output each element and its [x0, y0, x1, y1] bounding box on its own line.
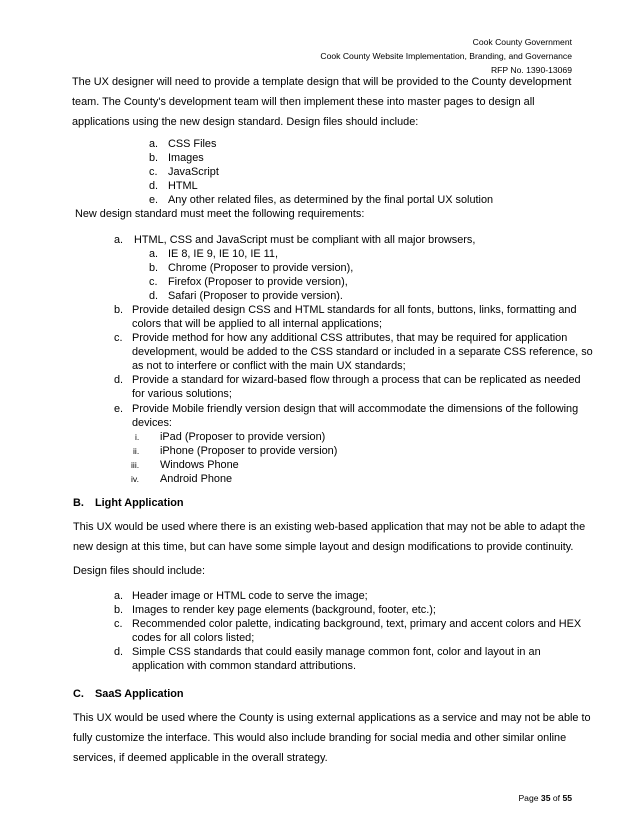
list-item: application with common standard attributions.	[132, 660, 356, 672]
total-pages: 55	[562, 793, 572, 803]
list-label: d.	[149, 180, 159, 192]
list-label: i.	[135, 432, 140, 442]
list-label: c.	[114, 332, 123, 344]
current-page: 35	[540, 793, 551, 803]
list-item: codes for all colors listed;	[132, 632, 255, 644]
list-item: Android Phone	[160, 473, 233, 485]
list-item: Windows Phone	[160, 459, 239, 471]
list-item: Provide a standard for wizard-based flow through a process that can be replicated as needed	[132, 374, 581, 386]
list-item: Any other related files, as determined by the final portal UX solution	[168, 194, 494, 206]
list-label: iii.	[131, 460, 140, 470]
paragraph-line: This UX would be used where the County is using external applications as a service and may not be able to	[73, 712, 591, 724]
list-item: development, would be added to the CSS standard or included in a separate CSS reference, so	[132, 346, 593, 358]
list-label: ii.	[133, 446, 140, 456]
list-label: c.	[149, 166, 158, 178]
intro-line: applications using the new design standard. Design files should include:	[72, 116, 419, 128]
list-label: c.	[149, 276, 158, 288]
list-item: Provide detailed design CSS and HTML standards for all fonts, buttons, links, formatting and	[132, 304, 577, 316]
list-label: d.	[149, 290, 159, 302]
list-item: iPad (Proposer to provide version)	[160, 431, 326, 443]
list-item: Provide Mobile friendly version design that will accommodate the dimensions of the following	[132, 403, 579, 415]
list-item: IE 8, IE 9, IE 10, IE 11,	[168, 248, 278, 260]
section-label: B.	[73, 497, 84, 509]
list-item: JavaScript	[168, 166, 219, 178]
list-label: a.	[114, 234, 124, 246]
list-label: a.	[114, 590, 124, 602]
list-item: Header image or HTML code to serve the image;	[132, 590, 368, 602]
list-label: b.	[114, 304, 124, 316]
list-item: Chrome (Proposer to provide version),	[168, 262, 354, 274]
of-word: of	[552, 793, 561, 803]
list-label: a.	[149, 138, 159, 150]
list-label: b.	[114, 604, 124, 616]
list-label: a.	[149, 248, 159, 260]
section-heading: Light Application	[95, 497, 184, 509]
list-item: Images to render key page elements (background, footer, etc.);	[132, 604, 436, 616]
list-label: c.	[114, 618, 123, 630]
page-number	[518, 793, 572, 803]
section-label: C.	[73, 688, 84, 700]
paragraph-line: new design at this time, but can have some simple layout and design modifications to provide continuity.	[73, 541, 574, 553]
list-label: b.	[149, 152, 159, 164]
page-word: Page	[518, 793, 539, 803]
list-label: e.	[149, 194, 159, 206]
design-files-intro: Design files should include:	[73, 565, 205, 577]
list-label: d.	[114, 646, 124, 658]
list-item: Safari (Proposer to provide version).	[168, 290, 343, 302]
list-item: HTML, CSS and JavaScript must be compliant with all major browsers,	[134, 234, 476, 246]
header-rfp: RFP No. 1390-13069	[490, 65, 572, 75]
list-item: Images	[168, 152, 204, 164]
requirements-intro: New design standard must meet the following requirements:	[75, 208, 365, 220]
list-label: iv.	[131, 474, 139, 484]
header-project: Cook County Website Implementation, Branding, and Governance	[320, 51, 572, 61]
list-item: HTML	[168, 180, 198, 192]
list-item: devices:	[132, 417, 172, 429]
list-label: b.	[149, 262, 159, 274]
list-label: e.	[114, 403, 124, 415]
intro-line: team. The County's development team will then implement these into master pages to design all	[72, 96, 535, 108]
list-item: as not to interfere or conflict with the main UX standards;	[132, 360, 406, 372]
list-item: Provide method for how any additional CSS attributes, that may be required for application	[132, 332, 568, 344]
intro-line: The UX designer will need to provide a template design that will be provided to the County development	[72, 76, 572, 88]
list-item: CSS Files	[168, 138, 217, 150]
list-item: Firefox (Proposer to provide version),	[168, 276, 348, 288]
list-item: iPhone (Proposer to provide version)	[160, 445, 338, 457]
header-org: Cook County Government	[472, 37, 572, 47]
paragraph-line: This UX would be used where there is an existing web-based application that may not be able to adapt the	[73, 521, 586, 533]
list-label: d.	[114, 374, 124, 386]
list-item: colors that will be applied to all internal applications;	[132, 318, 383, 330]
list-item: Recommended color palette, indicating background, text, primary and accent colors and HEX	[132, 618, 582, 630]
section-heading: SaaS Application	[95, 688, 184, 700]
list-item: for various solutions;	[132, 388, 232, 400]
paragraph-line: fully customize the interface. This would also include branding for social media and other similar online	[73, 732, 567, 744]
list-item: Simple CSS standards that could easily manage common font, color and layout in an	[132, 646, 541, 658]
paragraph-line: services, if deemed applicable in the overall strategy.	[73, 752, 328, 764]
